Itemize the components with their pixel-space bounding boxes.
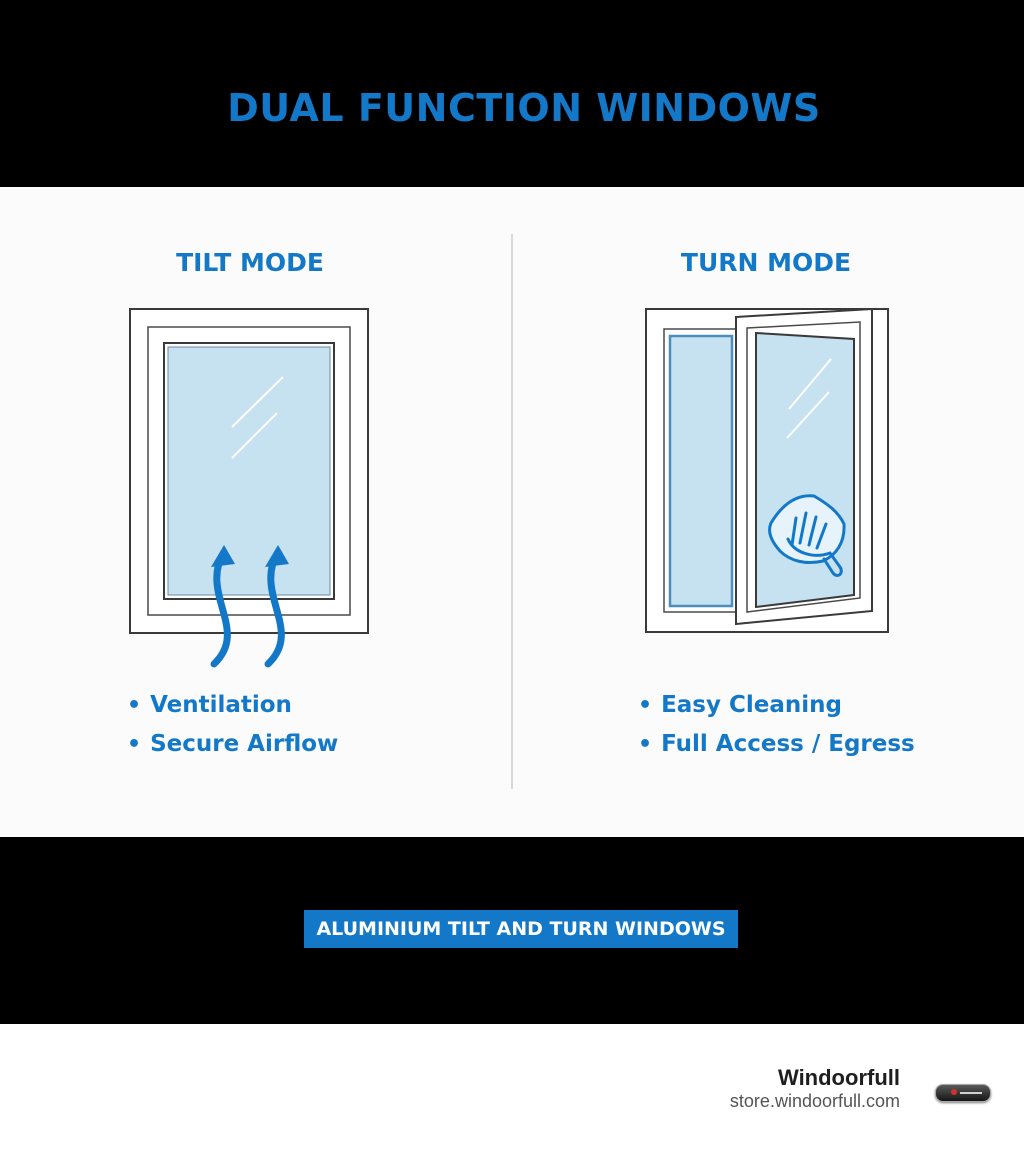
tilt-mode-title: TILT MODE <box>176 248 324 277</box>
turn-mode-title: TURN MODE <box>680 248 852 277</box>
banner-band <box>0 837 1024 1024</box>
main-title: DUAL FUNCTION WINDOWS <box>227 86 821 130</box>
brand-name: Windoorfull <box>778 1065 900 1090</box>
footer <box>0 1024 1024 1154</box>
tilt-feature-list <box>127 686 338 764</box>
product-tag: ALUMINIUM TILT AND TURN WINDOWS <box>304 910 738 948</box>
turn-window-icon <box>646 309 888 632</box>
comparison-panel <box>0 187 1024 837</box>
list-item: • Easy Cleaning <box>638 686 915 725</box>
header-band <box>0 0 1024 187</box>
tilt-window-icon <box>130 309 368 633</box>
turn-feature-list <box>638 686 915 764</box>
logo-mark-icon <box>951 1089 957 1095</box>
list-item: • Ventilation <box>127 686 338 725</box>
list-item: • Secure Airflow <box>127 725 338 764</box>
website-link[interactable]: store.windoorfull.com <box>729 1091 900 1111</box>
brand-logo <box>935 1084 991 1102</box>
list-item: • Full Access / Egress <box>638 725 915 764</box>
logo-wordmark <box>960 1092 982 1094</box>
